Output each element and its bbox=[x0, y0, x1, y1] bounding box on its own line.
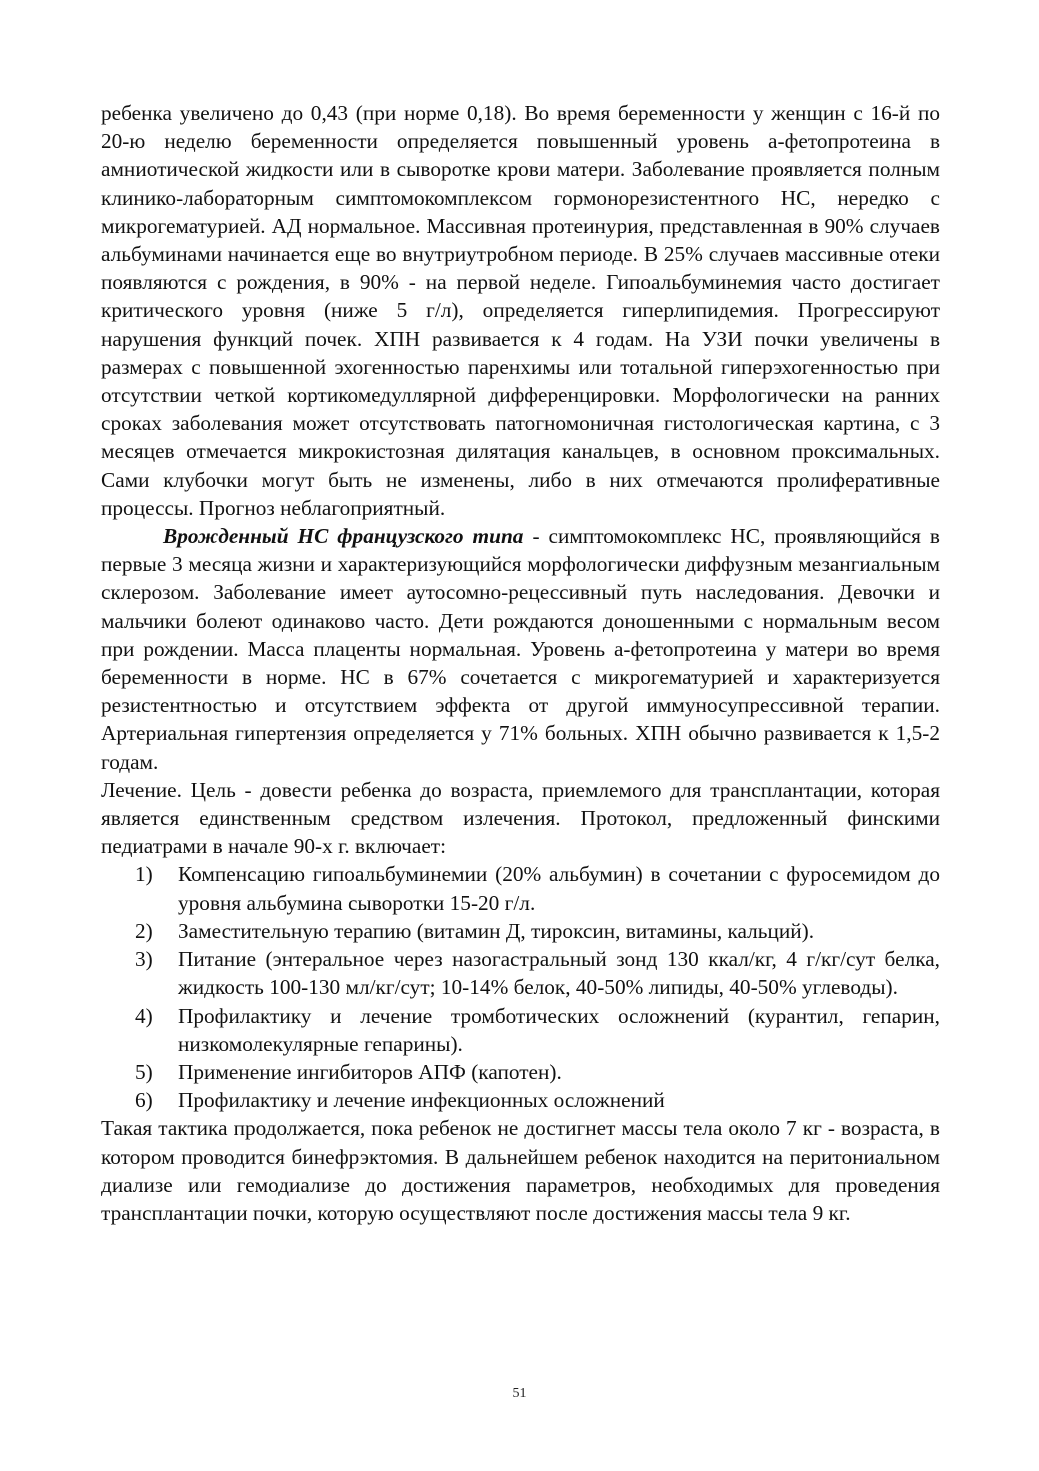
list-item-text: Питание (энтеральное через назогастральный зонд 130 ккал/кг, 4 г/кг/сут белка, жидкость 100-130 мл/кг/сут; 10-14% белок, 40-50% липиды, 40-50% углеводы). bbox=[178, 947, 940, 1000]
term-heading: Врожденный НС французского типа bbox=[163, 524, 524, 549]
document-page bbox=[101, 99, 940, 1227]
list-item-text: Профилактику и лечение тромботических осложнений (курантил, гепарин, низкомолекулярные гепарины). bbox=[178, 1003, 940, 1056]
treatment-protocol-list bbox=[101, 860, 940, 1114]
list-number: 1) bbox=[135, 862, 153, 887]
list-item bbox=[101, 1002, 940, 1058]
list-item-text: Компенсацию гипоальбуминемии (20% альбумин) в сочетании с фуросемидом до уровня альбумина сыворотки 15-20 г/л. bbox=[178, 862, 940, 915]
list-number: 2) bbox=[135, 918, 153, 943]
list-number: 5) bbox=[135, 1059, 153, 1084]
paragraph-treatment: Лечение. Цель - довести ребенка до возраста, приемлемого для трансплантации, которая является единственным средством излечения. Протокол, предложенный финскими педиатрами в начале 90-х г. включает: bbox=[101, 777, 940, 859]
list-item bbox=[101, 917, 940, 945]
list-item-text: Профилактику и лечение инфекционных осложнений bbox=[178, 1088, 665, 1113]
list-item bbox=[101, 860, 940, 916]
page-number: 51 bbox=[512, 1386, 527, 1401]
list-item bbox=[101, 945, 940, 1001]
list-item-text: Применение ингибиторов АПФ (капотен). bbox=[178, 1059, 562, 1084]
list-item bbox=[101, 1086, 940, 1114]
paragraph-conclusion: Такая тактика продолжается, пока ребенок не достигнет массы тела около 7 кг - возраста, в котором проводится бинефрэктомия. В дальнейшем ребенок находится на перитониальном диализе или гемодиализе до достижения параметров, необходимых для проведения трансплантации почки, которую осуществляют после достижения массы тела 9 кг. bbox=[101, 1116, 940, 1225]
list-number: 3) bbox=[135, 947, 153, 972]
list-number: 6) bbox=[135, 1088, 153, 1113]
paragraph-text: ребенка увеличено до 0,43 (при норме 0,18). Во время беременности у женщин с 16-й по 20-ю неделю беременности определяется повышенный уровень а-фетопротеина в амниотической жидкости или в сыворотке крови матери. Заболевание проявляется полным клинико-лабораторным симптомокомплексом гормонорезистентного НС, нередко с микрогематурией. АД нормальное. Массивная протеинурия, представленная в 90% случаев альбуминами начинается еще во внутриутробном периоде. В 25% случаев массивные отеки появляются с рождения, в 90% - на первой неделе. Гипоальбуминемия часто достигает критического уровня (ниже 5 г/л), определяется гиперлипидемия. Прогрессируют нарушения функций почек. ХПН развивается к 4 годам. На УЗИ почки увеличены в размерах с повышенной эхогенностью паренхимы или тотальной гиперэхогенностью при отсутствии четкой кортикомедуллярной дифференцировки. Морфологически на ранних сроках заболевания может отсутствовать патогномоничная гистологическая картина, с 3 месяцев отмечается микрокистозная дилятация канальцев, в основном проксимальных. Сами клубочки могут быть не изменены, либо в них отмечаются пролиферативные процессы. Прогноз неблагоприятный. bbox=[101, 101, 940, 520]
list-item-text: Заместительную терапию (витамин Д, тироксин, витамины, кальций). bbox=[178, 918, 815, 943]
paragraph-text: - симптомокомплекс НС, проявляющийся в первые 3 месяца жизни и характеризующийся морфологически диффузным мезангиальным склерозом. Заболевание имеет аутосомно-рецессивный путь наследования. Девочки и мальчики болеют одинаково часто. Дети рождаются доношенными с нормальным весом при рождении. Масса плаценты нормальная. Уровень а-фетопротеина у матери во время беременности в норме. НС в 67% сочетается с микрогематурией и характеризуется резистентностью и отсутствием эффекта от другой иммуносупрессивной терапии. Артериальная гипертензия определяется у 71% больных. ХПН обычно развивается к 1,5-2 годам. bbox=[101, 524, 940, 774]
list-item bbox=[101, 1058, 940, 1086]
list-number: 4) bbox=[135, 1003, 153, 1028]
paragraph-french-type-ns bbox=[101, 522, 940, 776]
